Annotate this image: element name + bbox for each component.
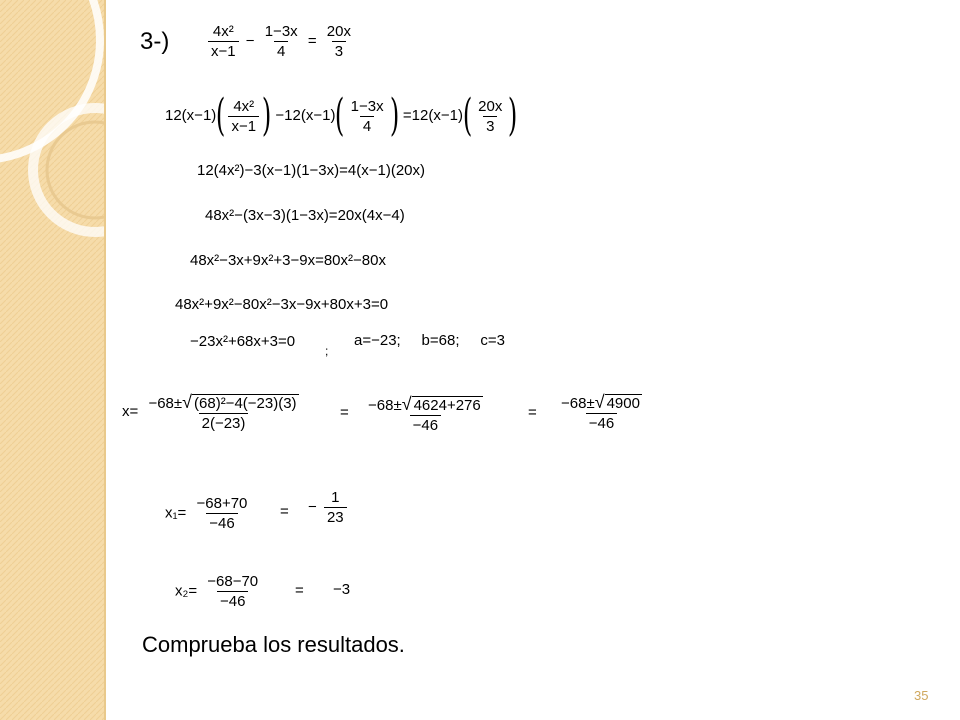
equals-sign-2: =: [528, 404, 537, 421]
equation-step-3: 12(4x²)−3(x−1)(1−3x)=4(x−1)(20x): [197, 162, 426, 179]
equals-sign: =: [340, 404, 349, 421]
quadratic-step-2: −68± √ 4624+276 −46: [368, 394, 481, 434]
equation-step-6: 48x²+9x²−80x²−3x−9x+80x+3=0: [175, 296, 389, 313]
decorative-rings: [0, 0, 104, 720]
decorative-sidebar: [0, 0, 106, 720]
equation-step-5: 48x²−3x+9x²+3−9x=80x²−80x: [190, 252, 386, 269]
quadratic-formula: x= −68± √ (68)²−4(−23)(3) 2(−23): [122, 392, 297, 432]
x1-result: − $\frac{1}{23}$: [308, 490, 350, 525]
x2-equals: =: [295, 582, 304, 599]
x2-result: −3: [333, 581, 351, 598]
solution-x1: x₁= $\frac{-68+70}{-46}$: [165, 495, 248, 532]
conclusion-text: Comprueba los resultados.: [142, 632, 405, 657]
slide-title: 3-): [140, 28, 170, 55]
coefficients: a=−23; b=68; c=3: [354, 332, 505, 349]
x1-equals: =: [280, 503, 289, 520]
equation-step-4: 48x²−(3x−3)(1−3x)=20x(4x−4): [205, 207, 405, 224]
separator: ;: [325, 344, 329, 358]
quadratic-step-3: −68± √ 4900 −46: [561, 392, 640, 432]
page-number: 35: [914, 688, 929, 703]
equation-original: $\frac{\text{4x²}}{x-1}$ − $\frac{1-3x}{4}$ = $\frac{20x}{3}$: [205, 24, 357, 59]
equation-quadratic-form: −23x²+68x+3=0: [190, 333, 296, 350]
solution-x2: x₂= $\frac{-68-70}{-46}$: [175, 573, 259, 610]
equation-multiply-lcm: 12(x−1)( $\frac{\text{4x²}}{x-1}$ ) −12(x−1)( $\frac{1-3x}{4}$ ) =12(x−1)( $\frac{20x}{3}$ ): [165, 90, 518, 141]
